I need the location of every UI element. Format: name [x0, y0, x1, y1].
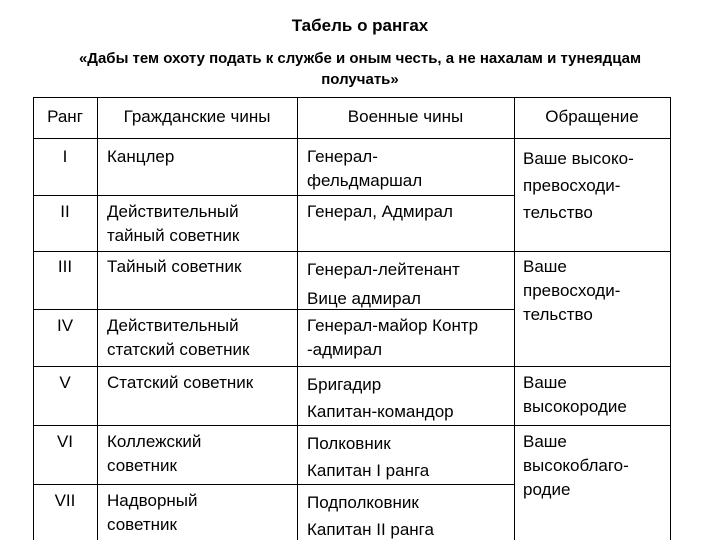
row-separator [33, 366, 515, 367]
rank-cell: VI [56, 432, 74, 451]
military-rank-line: Бригадир [307, 375, 382, 394]
military-rank-cell [307, 200, 453, 224]
military-rank-line: Генерал-майор Контр [307, 316, 479, 335]
military-rank-cell [307, 145, 422, 193]
address-line: высокоблаго- [523, 456, 629, 475]
column-separator-rank [97, 97, 98, 540]
header-top-border [33, 97, 671, 98]
military-rank-cell [307, 255, 460, 313]
military-rank-cell [307, 489, 434, 543]
address-line: превосходи- [523, 176, 621, 195]
rank-cell: III [57, 257, 73, 276]
address-cell [523, 430, 629, 502]
address-line: превосходи- [523, 281, 621, 300]
civil-rank-line: Канцлер [107, 147, 175, 166]
civil-rank-cell [107, 371, 253, 395]
address-line: Ваше [523, 373, 567, 392]
header-rank: Ранг [47, 107, 83, 126]
subtitle [10, 48, 710, 90]
military-rank-cell [307, 371, 454, 425]
address-line: Ваше [523, 257, 567, 276]
civil-rank-cell [107, 489, 198, 537]
address-cell [523, 145, 634, 226]
military-rank-line: Подполковник [307, 493, 419, 512]
address-separator [514, 425, 671, 426]
address-line: тельство [523, 305, 593, 324]
civil-rank-line: Тайный советник [107, 257, 242, 276]
civil-rank-line: Действительный [107, 316, 239, 335]
rank-cell: I [62, 147, 68, 166]
military-rank-line: Капитан-командор [307, 402, 454, 421]
military-rank-line: -адмирал [307, 340, 383, 359]
rank-cell: V [59, 373, 71, 392]
military-rank-line: Полковник [307, 434, 391, 453]
civil-rank-line: Надворный [107, 491, 198, 510]
civil-rank-line: Коллежский [107, 432, 202, 451]
address-line: родие [523, 480, 571, 499]
civil-rank-cell [107, 145, 174, 169]
military-rank-line: Генерал-лейтенант [307, 260, 460, 279]
row-separator [33, 195, 515, 196]
military-rank-line: фельдмаршал [307, 171, 423, 190]
rank-cell: VII [54, 491, 76, 510]
civil-rank-cell [107, 314, 249, 362]
row-separator [33, 425, 515, 426]
address-line: Ваше высоко- [523, 149, 634, 168]
military-rank-line: Генерал- [307, 147, 378, 166]
address-separator [514, 366, 671, 367]
address-separator [514, 251, 671, 252]
header-military-ranks: Военные чины [347, 107, 464, 126]
rank-cell: IV [56, 316, 74, 335]
civil-rank-line: советник [107, 456, 177, 475]
civil-rank-line: Статский советник [107, 373, 254, 392]
military-rank-line: Капитан I ранга [307, 461, 430, 480]
military-rank-line: Капитан II ранга [307, 520, 434, 539]
civil-rank-cell [107, 255, 241, 279]
column-separator-military [514, 97, 515, 540]
header-civil-ranks: Гражданские чины [123, 107, 271, 126]
header-bottom-border [33, 138, 671, 139]
military-rank-line: Генерал, Адмирал [307, 202, 453, 221]
civil-rank-line: Действительный [107, 202, 239, 221]
civil-rank-line: тайный советник [107, 226, 240, 245]
address-line: Ваше [523, 432, 567, 451]
address-cell [523, 255, 620, 327]
page-title: Табель о рангах [291, 16, 429, 35]
military-rank-cell [307, 430, 429, 484]
header-address: Обращение [545, 107, 639, 126]
subtitle-line-1: «Дабы тем охоту подать к службе и оным честь, а не нахалам и тунеядцам [78, 50, 642, 67]
address-line: тельство [523, 203, 593, 222]
column-separator-civil [297, 97, 298, 540]
table-border-right [670, 97, 671, 540]
row-separator [33, 251, 515, 252]
civil-rank-cell [107, 200, 239, 248]
military-rank-line: Вице адмирал [307, 289, 421, 308]
civil-rank-cell [107, 430, 201, 478]
subtitle-line-2: получать» [321, 71, 399, 88]
address-line: высокородие [523, 397, 627, 416]
rank-cell: II [60, 202, 70, 221]
address-cell [523, 371, 627, 419]
row-separator [33, 484, 515, 485]
military-rank-cell [307, 314, 478, 362]
civil-rank-line: советник [107, 515, 177, 534]
civil-rank-line: статский советник [107, 340, 250, 359]
